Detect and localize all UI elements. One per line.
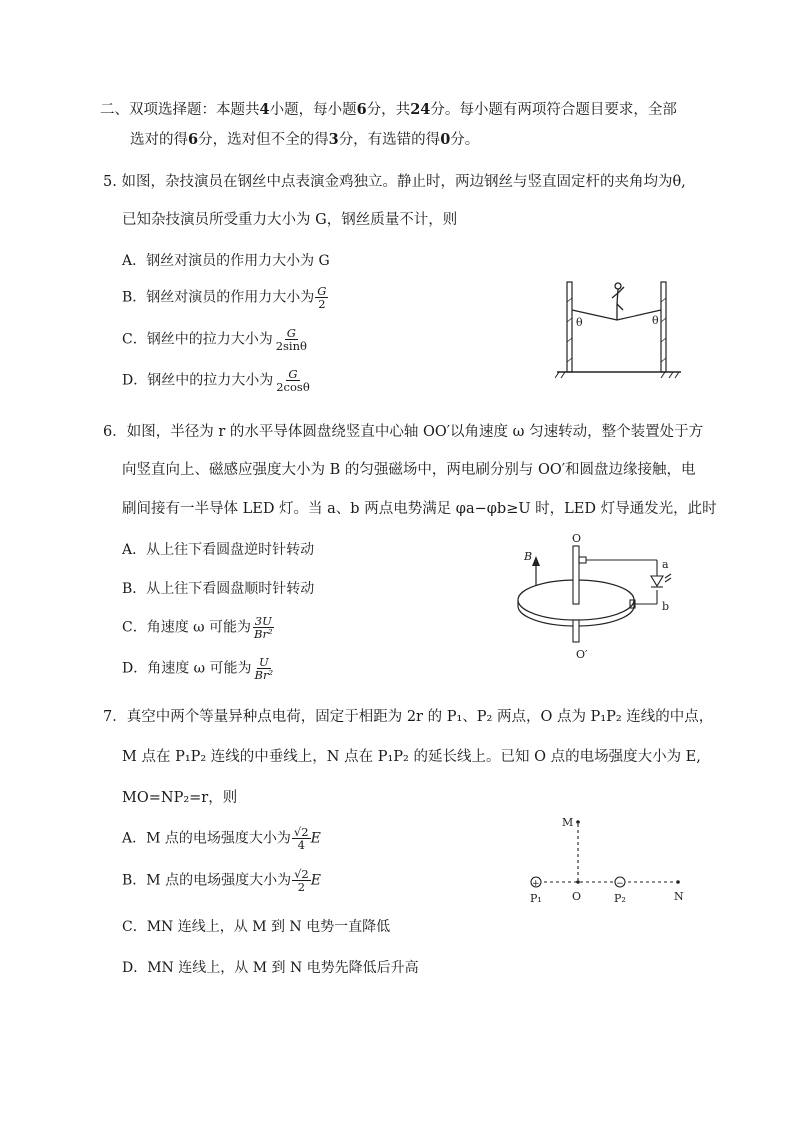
q7-option-a-fraction [292,826,311,851]
q7-figure-charges [522,810,697,910]
q5-option-a: A．钢丝对演员的作用力大小为 G [122,253,330,269]
q7-option-c: C．MN 连线上，从 M 到 N 电势一直降低 [122,919,391,935]
q5-figure-tightrope [555,272,683,380]
q6-option-c-text: C．角速度 ω 可能为 [122,619,252,636]
q6-stem-line1: 6．如图，半径为 r 的水平导体圆盘绕竖直中心轴 OO′以角速度 ω 匀速转动，整个装置处于方 [103,424,704,440]
q6-figure-disk [512,530,692,665]
theta-label-right: θ [652,314,659,327]
q7-stem-line3: MO=NP₂=r，则 [122,790,238,806]
q5-option-b-fraction [315,285,328,310]
q5-option-c-text: C．钢丝中的拉力大小为 [122,331,273,348]
point-M-label: M [562,816,574,829]
fraction-denominator: Br² [254,627,273,642]
point-a-label: a [662,558,669,571]
heading-text: 分。 [450,132,480,148]
heading-num: 3 [328,131,339,148]
q6-option-b: B．从上往下看圆盘顺时针转动 [122,581,315,597]
q7-option-b-tail: E [310,872,321,889]
fraction-numerator: 3U [254,614,272,628]
q5-stem-line1: 5. 如图，杂技演员在钢丝中点表演金鸡独立。静止时，两边钢丝与竖直固定杆的夹角均为θ, [103,174,686,190]
q7-option-b-text: B．M 点的电场强度大小为 [122,872,292,889]
heading-text: 分，有选错的得 [338,132,441,148]
heading-text: 选对的得 [130,132,188,148]
fraction-denominator: 4 [297,838,305,853]
q6-stem-line3: 刷间接有一半导体 LED 灯。当 a、b 两点电势满足 φa−φb≥U 时，LED 灯导通发光，此时 [122,501,717,517]
q6-option-d-text: D．角速度 ω 可能为 [122,660,252,677]
heading-num: 6 [356,101,367,118]
heading-text: 分，共 [366,102,411,118]
heading-num: 0 [440,131,451,148]
q6-option-d [122,656,275,681]
field-label-B: B [524,550,533,563]
heading-text: 分。每小题有两项符合题目要求，全部 [430,102,677,118]
heading-text: 二、双项选择题：本题共 [100,102,260,118]
fraction-numerator: G [317,284,327,298]
right-pole [661,282,666,372]
P2-label: P₂ [614,892,626,905]
fraction-denominator: 2cosθ [276,380,310,395]
acrobat-figure [612,283,624,320]
heading-text: 分，选对但不全的得 [198,132,329,148]
q6-option-c [122,615,275,640]
q5-option-b-text: B．钢丝对演员的作用力大小为 [122,289,315,306]
heading-text: 小题，每小题 [269,102,357,118]
heading-num: 6 [188,131,199,148]
fraction-denominator: 2sinθ [275,339,307,354]
q6-option-c-fraction [252,615,275,640]
q5-option-c [122,327,309,352]
q5-option-d [122,368,312,393]
q7-option-b [122,868,321,893]
left-pole [567,282,572,372]
fraction-numerator: √2 [293,825,309,839]
q5-option-c-fraction [274,327,309,352]
plus-sign: + [532,879,540,889]
fraction-numerator: G [288,367,298,381]
fraction-denominator: Br² [254,668,274,683]
q6-stem-line2: 向竖直向上、磁感应强度大小为 B 的匀强磁场中，两电刷分别与 OO′和圆盘边缘接触，电 [122,462,696,478]
q5-option-d-text: D．钢丝中的拉力大小为 [122,372,274,389]
O-label: O [572,890,582,903]
positive-charge-P1 [531,877,541,889]
axis-bottom-label: O′ [576,648,588,661]
point-N [676,880,680,884]
q7-option-a-tail: E [310,830,321,847]
section-heading-line1 [100,98,677,119]
point-b-label: b [662,600,670,613]
fraction-denominator: 2 [297,880,306,895]
point-M [576,820,580,824]
fraction-numerator: √2 [294,867,309,881]
q5-option-d-fraction [274,368,312,393]
q6-option-d-fraction [253,656,276,681]
axis-shaft [573,546,579,642]
section-heading-line2 [130,128,479,149]
q7-option-b-fraction [292,868,311,893]
point-O [576,880,580,884]
q7-stem-line2: M 点在 P₁P₂ 连线的中垂线上，N 点在 P₁P₂ 的延长线上。已知 O 点的电场强度大小为 E, [122,749,701,765]
heading-num: 4 [259,101,270,118]
ground-line [555,372,681,378]
q5-option-b [122,285,328,310]
q7-option-a-text: A．M 点的电场强度大小为 [122,830,291,847]
fraction-denominator: 2 [318,297,326,312]
P1-label: P₁ [530,892,542,905]
q6-option-a: A．从上往下看圆盘逆时针转动 [122,542,315,558]
theta-label-left: θ [576,316,583,329]
N-label: N [674,890,684,903]
fraction-numerator: U [258,655,269,669]
q7-option-d: D．MN 连线上，从 M 到 N 电势先降低后升高 [122,960,419,976]
fraction-numerator: G [286,326,296,340]
heading-num: 24 [410,101,431,118]
q7-stem-line1: 7．真空中两个等量异种点电荷，固定于相距为 2r 的 P₁、P₂ 两点，O 点为 P₁P₂ 连线的中点， [103,709,714,725]
q7-option-a [122,826,321,851]
q5-stem-line2: 已知杂技演员所受重力大小为 G，钢丝质量不计，则 [122,212,458,228]
minus-sign: − [616,879,624,889]
negative-charge-P2 [615,877,625,889]
axis-top-label: O [572,532,582,545]
led-diode-icon [651,574,671,587]
